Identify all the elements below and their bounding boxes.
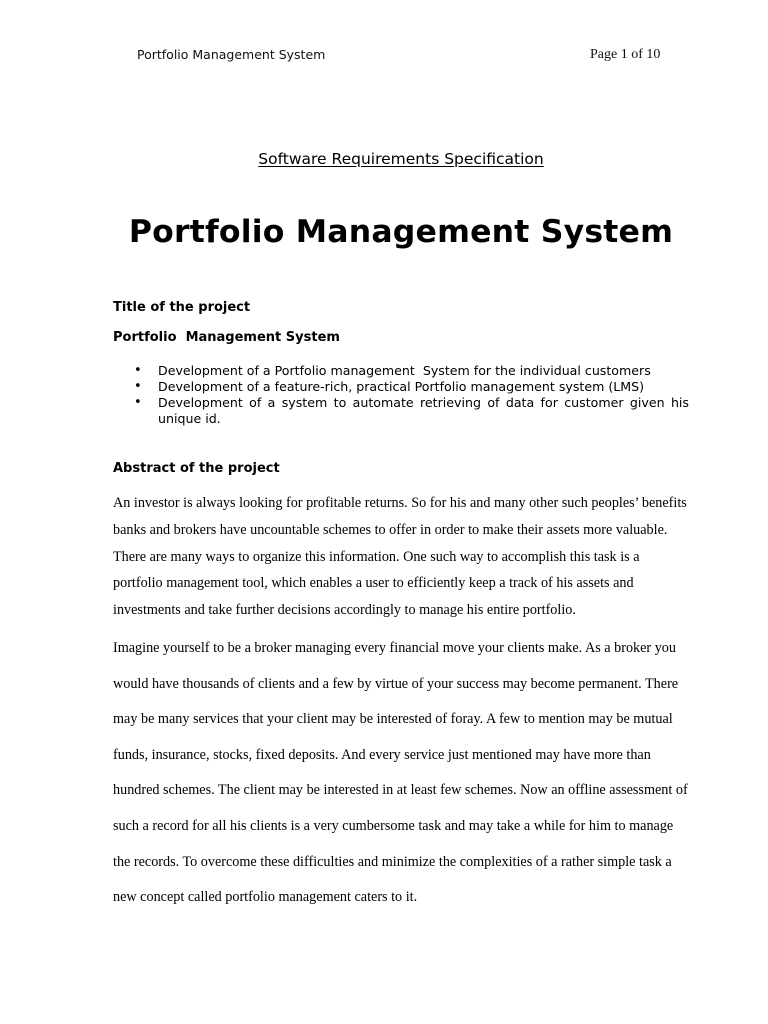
document-title: Portfolio Management System — [128, 214, 674, 250]
header-page-indicator: Page 1 of 10 — [590, 47, 661, 62]
objective-item: • Development of a Portfolio management System for the individual customers — [113, 363, 689, 379]
objective-item: • Development of a feature-rich, practical Portfolio management system (LMS) — [113, 379, 689, 395]
abstract-heading: Abstract of the project — [113, 461, 280, 476]
objectives-list — [113, 363, 694, 427]
abstract-paragraph: An investor is always looking for profitable returns. So for his and many other such peoples’ benefits banks and brokers have uncountable schemes to offer in order to make their assets more valuable. There are many ways to organize this information. One such way to accomplish this task is a portfolio management tool, which enables a user to efficiently keep a track of his assets and investments and take further decisions accordingly to manage his entire portfolio. — [113, 495, 687, 619]
document-subtitle: Software Requirements Specification — [258, 150, 544, 168]
header-document-name: Portfolio Management System — [137, 47, 326, 62]
objective-item: • Development of a system to automate retrieving of data for customer given his unique id. — [113, 395, 689, 427]
project-name: Portfolio Management System — [113, 330, 340, 345]
abstract-paragraph: Imagine yourself to be a broker managing every financial move your clients make. As a broker you would have thousands of clients and a few by virtue of your success may become permanent. There may be many services that your client may be interested of foray. A few to mention may be mutual funds, insurance, stocks, fixed deposits. And every service just mentioned may have more than hundred schemes. The client may be interested in at least few schemes. Now an offline assessment of such a record for all his clients is a very cumbersome task and may take a while for him to manage the records. To overcome these difficulties and minimize the complexities of a rather simple task a new concept called portfolio management caters to it. — [113, 640, 688, 906]
project-title-heading: Title of the project — [113, 300, 251, 315]
